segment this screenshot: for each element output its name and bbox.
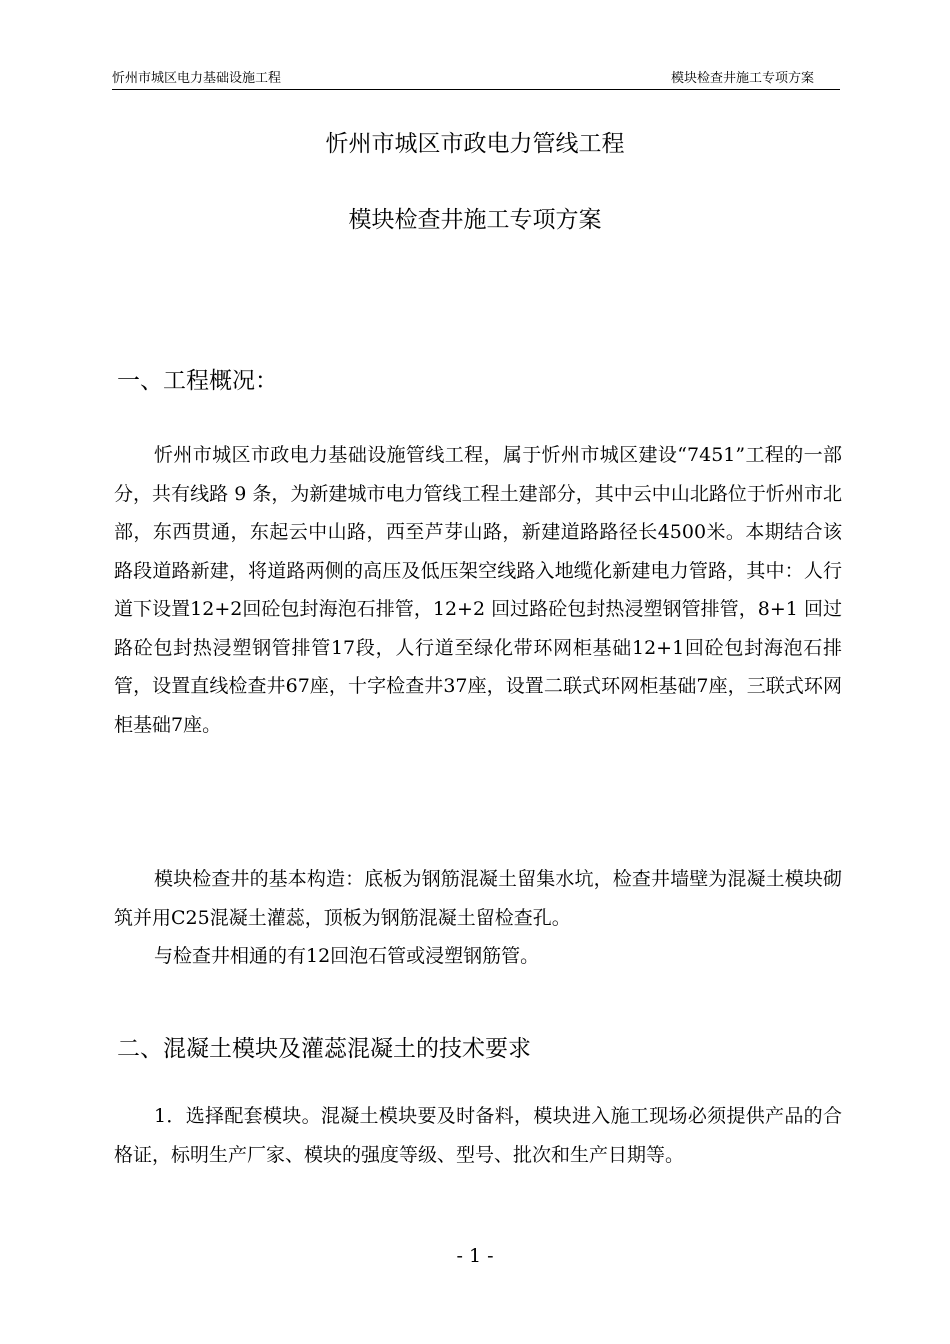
section2-heading: 二、混凝土模块及灌蕊混凝土的技术要求 bbox=[117, 1036, 531, 1062]
section1-heading: 一、工程概况： bbox=[117, 368, 278, 394]
header-right-text: 模块检查井施工专项方案 bbox=[670, 71, 814, 86]
section2-paragraph-1: 1．选择配套模块。混凝土模块要及时备料，模块进入施工现场必须提供产品的合格证，标明生产厂家、模块的强度等级、型号、批次和生产日期等。 bbox=[114, 1105, 842, 1166]
document-title-line1: 忻州市城区市政电力管线工程 bbox=[325, 131, 625, 157]
page-header bbox=[112, 71, 840, 90]
page-number: - 1 - bbox=[456, 1245, 494, 1267]
header-left-text: 忻州市城区电力基础设施工程 bbox=[112, 71, 282, 86]
section1-paragraph-1: 忻州市城区市政电力基础设施管线工程，属于忻州市城区建设“7451”工程的一部分，共有线路 9 条，为新建城市电力管线工程土建部分，其中云中山北路位于忻州市北部，东西贯通，东起云中山路，西至芦芽山路，新建道路路径长4500米。本期结合该路段道路新建，将道路两侧的高压及低压架空线路入地缆化新建电力管路，其中：人行道下设置12+2回砼包封海泡石排管，12+2 回过路砼包封热浸塑钢管排管，8+1 回过路砼包封热浸塑钢管排管17段，人行道至绿化带环网柜基础12+1回砼包封海泡石排管，设置直线检查井67座，十字检查井37座，设置二联式环网柜基础7座，三联式环网柜基础7座。 bbox=[114, 444, 842, 736]
section1-paragraph-2: 模块检查井的基本构造：底板为钢筋混凝土留集水坑，检查井墙壁为混凝土模块砌筑并用C25混凝土灌蕊，顶板为钢筋混凝土留检查孔。 bbox=[114, 868, 842, 929]
document-title-line2: 模块检查井施工专项方案 bbox=[348, 207, 602, 233]
section1-paragraph-3: 与检查井相通的有12回泡石管或浸塑钢筋管。 bbox=[154, 945, 540, 967]
